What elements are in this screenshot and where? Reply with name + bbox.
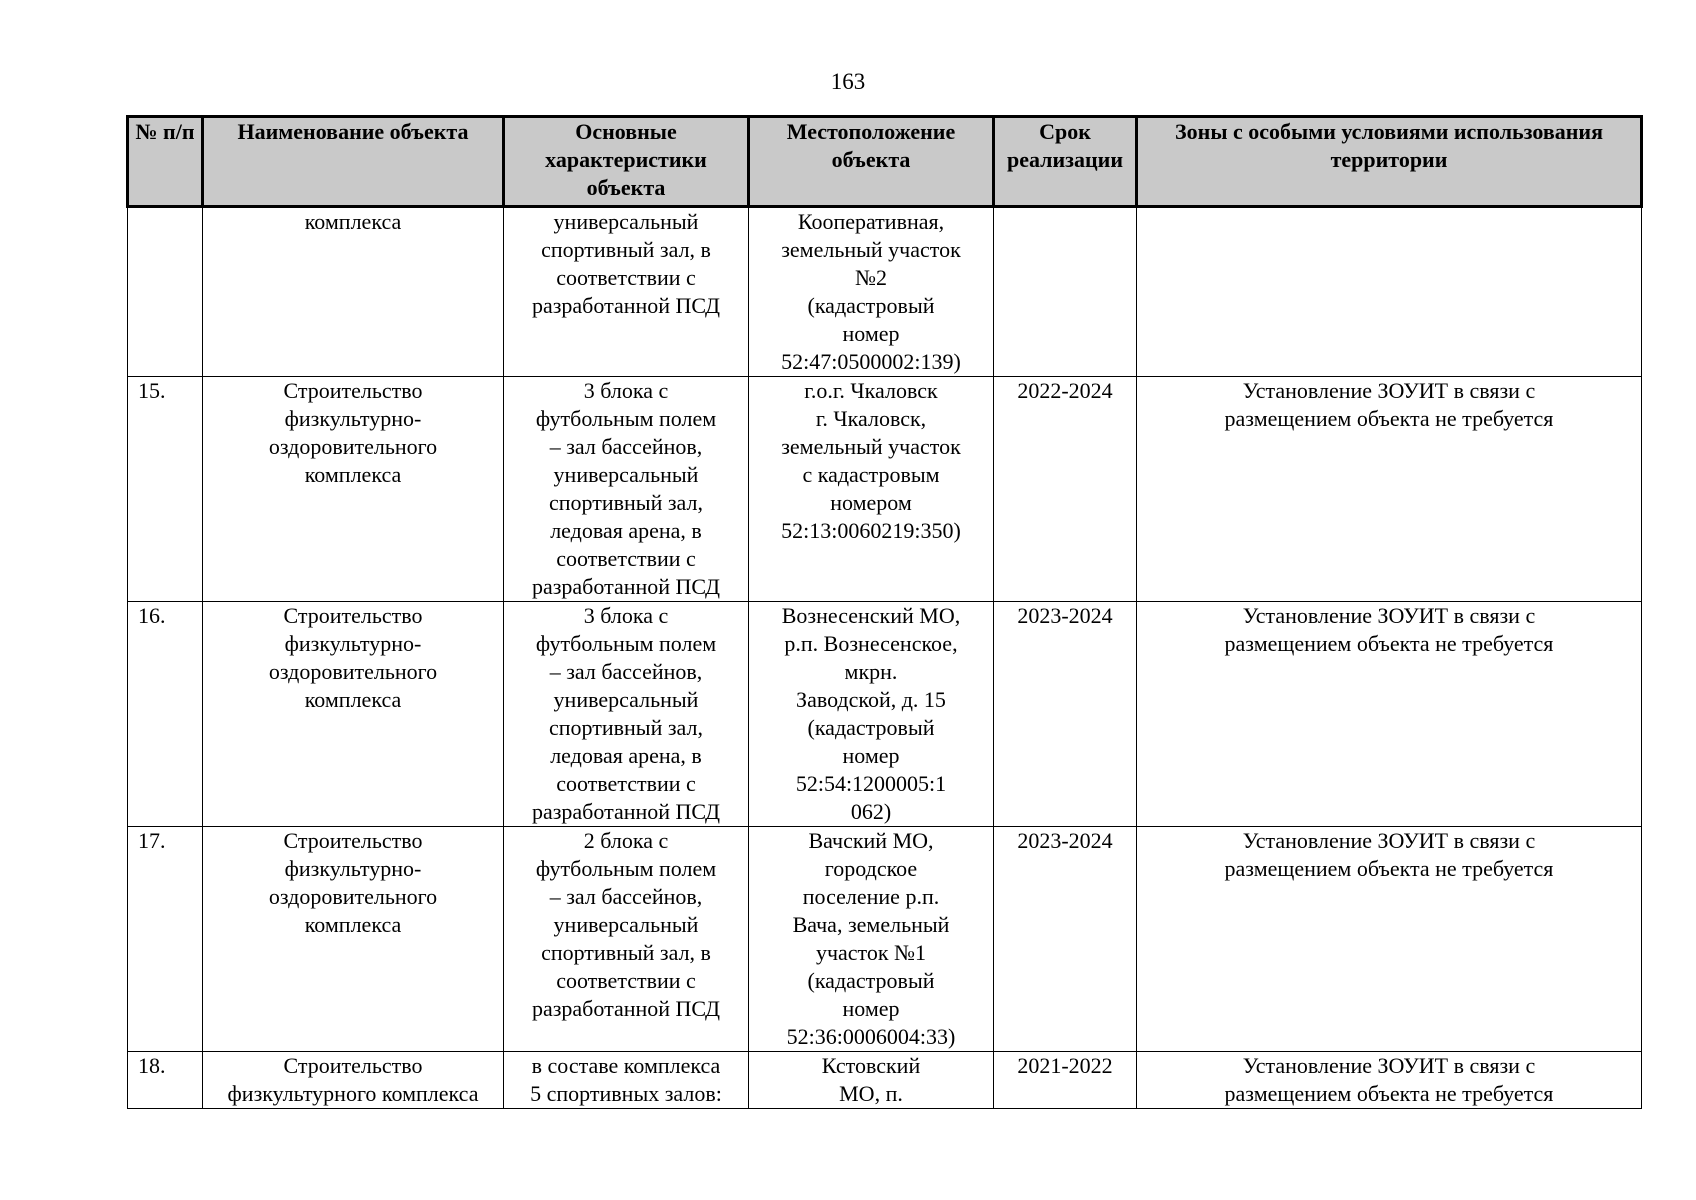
text-line: участок №1 <box>815 940 927 965</box>
text-line: разработанной ПСД <box>531 293 721 318</box>
characteristics-cell <box>504 207 749 377</box>
text-line: физкультурного комплекса <box>227 1081 479 1106</box>
text-line: г.о.г. Чкаловск <box>804 378 938 403</box>
location-cell <box>749 377 994 602</box>
zones-cell <box>1137 602 1642 827</box>
text-line: Строительство <box>283 603 423 628</box>
text-line: (кадастровый <box>807 293 935 318</box>
text-line: 3 блока с <box>583 603 669 628</box>
object-name-cell <box>203 602 504 827</box>
characteristics-cell <box>504 827 749 1052</box>
text-line: – зал бассейнов, <box>549 884 703 909</box>
row-number: 15. <box>128 377 203 602</box>
text-line: футбольным полем <box>535 631 717 656</box>
row-number: 17. <box>128 827 203 1052</box>
text-line: соответствии с <box>556 771 696 796</box>
text-line: разработанной ПСД <box>531 799 721 824</box>
period-cell: 2022-2024 <box>994 377 1137 602</box>
text-line: Строительство <box>283 1053 423 1078</box>
text-line: – зал бассейнов, <box>549 659 703 684</box>
text-line: городское <box>824 856 918 881</box>
text-line: размещением объекта не требуется <box>1224 856 1554 881</box>
text-line: оздоровительного <box>268 659 438 684</box>
text-line: Срок <box>1039 119 1091 144</box>
text-line: физкультурно- <box>284 631 422 656</box>
text-line: объекта <box>831 147 911 172</box>
text-line: ледовая арена, в <box>550 518 702 543</box>
text-line: № п/п <box>135 119 195 144</box>
text-line: характеристики <box>545 147 707 172</box>
header-implementation-period <box>994 117 1137 207</box>
period-cell: 2023-2024 <box>994 827 1137 1052</box>
text-line: в составе комплекса <box>531 1053 721 1078</box>
text-line: соответствии с <box>556 968 696 993</box>
text-line: Зоны с особыми условиями использования <box>1175 119 1603 144</box>
text-line: Кстовский <box>821 1053 921 1078</box>
header-location <box>749 117 994 207</box>
text-line: 062) <box>850 799 892 824</box>
table-row <box>128 827 1642 1052</box>
row-number: 18. <box>128 1052 203 1109</box>
text-line: Строительство <box>283 828 423 853</box>
text-line: №2 <box>855 265 887 290</box>
text-line: Вознесенский МО, <box>781 603 961 628</box>
text-line: номером <box>830 490 912 515</box>
text-line: универсальный <box>553 209 699 234</box>
object-name-cell <box>203 1052 504 1109</box>
text-line: комплекса <box>304 687 402 712</box>
text-line: Строительство <box>283 378 423 403</box>
text-line: футбольным полем <box>535 856 717 881</box>
text-line: Установление ЗОУИТ в связи с <box>1242 603 1536 628</box>
text-line: (кадастровый <box>807 715 935 740</box>
zones-cell <box>1137 827 1642 1052</box>
text-line: 3 блока с <box>583 378 669 403</box>
text-line: разработанной ПСД <box>531 996 721 1021</box>
text-line: Кооперативная, <box>797 209 945 234</box>
object-name-cell <box>203 207 504 377</box>
text-line: спортивный зал, <box>549 490 703 515</box>
text-line: 52:54:1200005:1 <box>795 771 947 796</box>
header-number <box>128 117 203 207</box>
text-line: 5 спортивных залов: <box>530 1081 722 1106</box>
text-line: Вачский МО, <box>808 828 934 853</box>
text-line: номер <box>842 996 900 1021</box>
text-line: комплекса <box>304 912 402 937</box>
text-line: Заводской, д. 15 <box>796 687 946 712</box>
text-line: 2 блока с <box>583 828 669 853</box>
row-number <box>128 207 203 377</box>
text-line: соответствии с <box>556 546 696 571</box>
location-cell <box>749 1052 994 1109</box>
text-line: разработанной ПСД <box>531 574 721 599</box>
period-cell: 2021-2022 <box>994 1052 1137 1109</box>
text-line: 52:36:0006004:33) <box>786 1024 956 1049</box>
text-line: – зал бассейнов, <box>549 434 703 459</box>
period-cell: 2023-2024 <box>994 602 1137 827</box>
row-number: 16. <box>128 602 203 827</box>
text-line: Установление ЗОУИТ в связи с <box>1242 1053 1536 1078</box>
text-line: Установление ЗОУИТ в связи с <box>1242 378 1536 403</box>
text-line: комплекса <box>304 462 402 487</box>
location-cell <box>749 602 994 827</box>
location-cell <box>749 207 994 377</box>
text-line: г. Чкаловск, <box>815 406 927 431</box>
text-line: земельный участок <box>781 237 961 262</box>
object-name-cell <box>203 827 504 1052</box>
text-line: Местоположение <box>786 119 956 144</box>
text-line: (кадастровый <box>807 968 935 993</box>
text-line: оздоровительного <box>268 434 438 459</box>
header-main-characteristics <box>504 117 749 207</box>
header-object-name <box>203 117 504 207</box>
text-line: объекта <box>586 175 666 200</box>
object-name-cell <box>203 377 504 602</box>
text-line: универсальный <box>553 912 699 937</box>
text-line: размещением объекта не требуется <box>1224 631 1554 656</box>
table-row <box>128 602 1642 827</box>
text-line: номер <box>842 743 900 768</box>
text-line: номер <box>842 321 900 346</box>
text-line: мкрн. <box>844 659 898 684</box>
location-cell <box>749 827 994 1052</box>
text-line: поселение р.п. <box>802 884 940 909</box>
objects-table <box>126 115 1643 1109</box>
characteristics-cell <box>504 377 749 602</box>
text-line: соответствии с <box>556 265 696 290</box>
zones-cell <box>1137 207 1642 377</box>
text-line: комплекса <box>304 209 402 234</box>
text-line: оздоровительного <box>268 884 438 909</box>
text-line: спортивный зал, в <box>541 940 711 965</box>
text-line: спортивный зал, в <box>541 237 711 262</box>
text-line: земельный участок <box>781 434 961 459</box>
characteristics-cell <box>504 602 749 827</box>
zones-cell <box>1137 377 1642 602</box>
text-line: Наименование объекта <box>237 119 469 144</box>
text-line: физкультурно- <box>284 406 422 431</box>
period-cell <box>994 207 1137 377</box>
text-line: реализации <box>1006 147 1124 172</box>
table-row <box>128 377 1642 602</box>
text-line: универсальный <box>553 687 699 712</box>
text-line: МО, п. <box>839 1081 903 1106</box>
text-line: футбольным полем <box>535 406 717 431</box>
zones-cell <box>1137 1052 1642 1109</box>
text-line: физкультурно- <box>284 856 422 881</box>
header-special-zones <box>1137 117 1642 207</box>
table-row <box>128 207 1642 377</box>
text-line: территории <box>1330 147 1448 172</box>
characteristics-cell <box>504 1052 749 1109</box>
text-line: ледовая арена, в <box>550 743 702 768</box>
text-line: 52:47:0500002:139) <box>781 349 961 374</box>
table-header-row <box>128 117 1642 207</box>
text-line: Основные <box>575 119 677 144</box>
text-line: размещением объекта не требуется <box>1224 406 1554 431</box>
text-line: 52:13:0060219:350) <box>781 518 961 543</box>
text-line: размещением объекта не требуется <box>1224 1081 1554 1106</box>
text-line: Вача, земельный <box>792 912 950 937</box>
table-row <box>128 1052 1642 1109</box>
page-number: 163 <box>830 69 866 94</box>
text-line: универсальный <box>553 462 699 487</box>
text-line: Установление ЗОУИТ в связи с <box>1242 828 1536 853</box>
text-line: спортивный зал, <box>549 715 703 740</box>
text-line: р.п. Вознесенское, <box>784 631 958 656</box>
text-line: с кадастровым <box>802 462 940 487</box>
